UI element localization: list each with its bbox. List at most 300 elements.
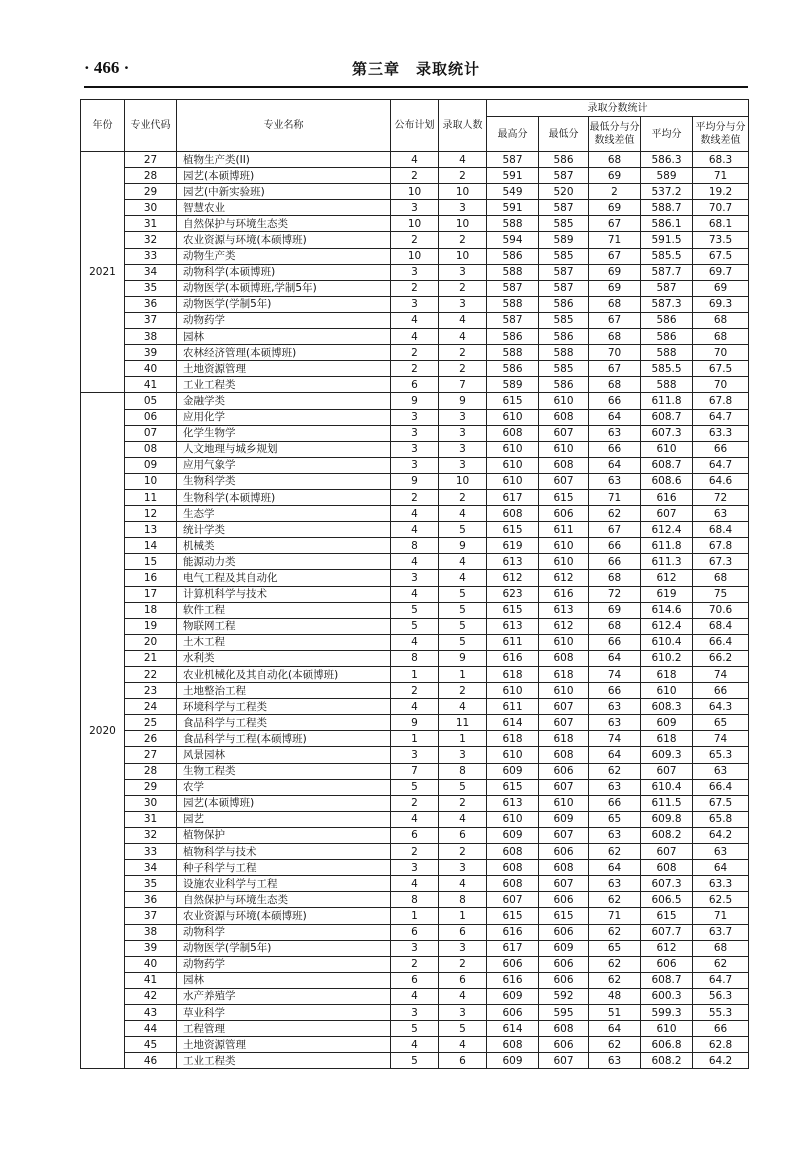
cell-code: 20	[125, 634, 177, 650]
cell-name: 水利类	[177, 650, 391, 666]
cell-avg-diff: 74	[693, 731, 749, 747]
cell-max: 608	[487, 876, 539, 892]
cell-admit: 8	[439, 763, 487, 779]
cell-min-diff: 71	[589, 908, 641, 924]
cell-avg: 587.3	[641, 296, 693, 312]
table-row	[81, 650, 749, 666]
cell-avg-diff: 75	[693, 586, 749, 602]
cell-plan: 5	[391, 779, 439, 795]
cell-avg: 609.3	[641, 747, 693, 763]
cell-avg: 588	[641, 377, 693, 393]
cell-plan: 4	[391, 634, 439, 650]
cell-max: 608	[487, 1037, 539, 1053]
cell-avg: 610	[641, 441, 693, 457]
cell-avg: 609.8	[641, 811, 693, 827]
cell-min-diff: 69	[589, 264, 641, 280]
cell-min: 608	[539, 409, 589, 425]
cell-avg-diff: 68.1	[693, 216, 749, 232]
cell-min: 609	[539, 940, 589, 956]
cell-min: 608	[539, 860, 589, 876]
cell-code: 26	[125, 731, 177, 747]
cell-name: 工业工程类	[177, 1053, 391, 1069]
table-row	[81, 280, 749, 296]
cell-plan: 3	[391, 425, 439, 441]
cell-name: 动物医学(学制5年)	[177, 940, 391, 956]
cell-name: 农业资源与环境(本硕博班)	[177, 232, 391, 248]
cell-min: 611	[539, 522, 589, 538]
table-row	[81, 506, 749, 522]
cell-avg: 600.3	[641, 988, 693, 1004]
cell-plan: 3	[391, 747, 439, 763]
cell-min-diff: 62	[589, 1037, 641, 1053]
cell-max: 615	[487, 779, 539, 795]
cell-avg: 611.8	[641, 393, 693, 409]
cell-avg-diff: 62.5	[693, 892, 749, 908]
cell-name: 园艺(本硕博班)	[177, 168, 391, 184]
cell-avg-diff: 64.2	[693, 1053, 749, 1069]
cell-avg: 608	[641, 860, 693, 876]
cell-name: 应用气象学	[177, 457, 391, 473]
cell-avg-diff: 64.7	[693, 409, 749, 425]
cell-code: 28	[125, 763, 177, 779]
cell-max: 623	[487, 586, 539, 602]
cell-admit: 2	[439, 683, 487, 699]
cell-min: 610	[539, 683, 589, 699]
cell-avg: 606.5	[641, 892, 693, 908]
cell-code: 43	[125, 1004, 177, 1020]
cell-code: 21	[125, 650, 177, 666]
table-row	[81, 489, 749, 505]
cell-min: 610	[539, 795, 589, 811]
cell-avg-diff: 64.7	[693, 457, 749, 473]
cell-min: 616	[539, 586, 589, 602]
cell-name: 电气工程及其自动化	[177, 570, 391, 586]
cell-min-diff: 64	[589, 409, 641, 425]
cell-plan: 2	[391, 345, 439, 361]
cell-avg: 588	[641, 345, 693, 361]
cell-avg: 537.2	[641, 184, 693, 200]
cell-plan: 3	[391, 441, 439, 457]
cell-plan: 5	[391, 602, 439, 618]
cell-code: 30	[125, 200, 177, 216]
cell-name: 智慧农业	[177, 200, 391, 216]
cell-plan: 4	[391, 554, 439, 570]
cell-code: 34	[125, 264, 177, 280]
cell-min-diff: 64	[589, 650, 641, 666]
cell-name: 园林	[177, 972, 391, 988]
cell-admit: 1	[439, 731, 487, 747]
cell-plan: 2	[391, 361, 439, 377]
table-row	[81, 602, 749, 618]
cell-avg: 607.3	[641, 876, 693, 892]
cell-min: 586	[539, 152, 589, 168]
cell-max: 615	[487, 602, 539, 618]
cell-name: 土木工程	[177, 634, 391, 650]
cell-plan: 6	[391, 827, 439, 843]
cell-name: 园艺	[177, 811, 391, 827]
cell-max: 610	[487, 441, 539, 457]
cell-max: 588	[487, 216, 539, 232]
cell-plan: 3	[391, 264, 439, 280]
cell-name: 动物医学(本硕博班,学制5年)	[177, 280, 391, 296]
cell-avg-diff: 69	[693, 280, 749, 296]
cell-min-diff: 68	[589, 296, 641, 312]
cell-min-diff: 66	[589, 634, 641, 650]
cell-min: 607	[539, 827, 589, 843]
cell-avg: 607.7	[641, 924, 693, 940]
table-row	[81, 827, 749, 843]
cell-min: 586	[539, 377, 589, 393]
cell-admit: 4	[439, 506, 487, 522]
cell-admit: 5	[439, 618, 487, 634]
cell-code: 31	[125, 216, 177, 232]
cell-plan: 1	[391, 731, 439, 747]
cell-avg-diff: 63	[693, 506, 749, 522]
cell-code: 45	[125, 1037, 177, 1053]
cell-min-diff: 63	[589, 425, 641, 441]
cell-min-diff: 66	[589, 393, 641, 409]
cell-plan: 10	[391, 184, 439, 200]
table-row	[81, 457, 749, 473]
cell-min-diff: 68	[589, 618, 641, 634]
cell-min: 589	[539, 232, 589, 248]
header-admitted: 录取人数	[439, 100, 487, 152]
cell-plan: 5	[391, 618, 439, 634]
cell-min-diff: 69	[589, 200, 641, 216]
cell-min-diff: 62	[589, 844, 641, 860]
cell-name: 生态学	[177, 506, 391, 522]
cell-avg-diff: 69.7	[693, 264, 749, 280]
cell-min: 608	[539, 747, 589, 763]
cell-max: 594	[487, 232, 539, 248]
cell-min: 592	[539, 988, 589, 1004]
cell-avg-diff: 66.2	[693, 650, 749, 666]
cell-name: 园艺(中新实验班)	[177, 184, 391, 200]
cell-plan: 9	[391, 393, 439, 409]
cell-admit: 2	[439, 844, 487, 860]
cell-min-diff: 63	[589, 1053, 641, 1069]
cell-name: 水产养殖学	[177, 988, 391, 1004]
cell-avg: 610	[641, 1021, 693, 1037]
cell-min: 608	[539, 1021, 589, 1037]
cell-min-diff: 63	[589, 779, 641, 795]
cell-min: 606	[539, 763, 589, 779]
cell-min: 610	[539, 538, 589, 554]
table-row	[81, 618, 749, 634]
cell-avg-diff: 68	[693, 570, 749, 586]
cell-admit: 3	[439, 425, 487, 441]
table-row	[81, 312, 749, 328]
cell-max: 614	[487, 715, 539, 731]
cell-avg-diff: 63	[693, 763, 749, 779]
cell-name: 金融学类	[177, 393, 391, 409]
cell-avg-diff: 67.5	[693, 795, 749, 811]
cell-avg: 606.8	[641, 1037, 693, 1053]
cell-min: 612	[539, 618, 589, 634]
cell-avg-diff: 71	[693, 168, 749, 184]
cell-min: 585	[539, 248, 589, 264]
cell-avg-diff: 68	[693, 940, 749, 956]
cell-max: 610	[487, 683, 539, 699]
table-row	[81, 554, 749, 570]
cell-name: 土地资源管理	[177, 361, 391, 377]
cell-avg-diff: 64.2	[693, 827, 749, 843]
header-rule	[84, 86, 748, 88]
cell-min: 612	[539, 570, 589, 586]
cell-avg-diff: 68.4	[693, 618, 749, 634]
cell-min-diff: 69	[589, 168, 641, 184]
cell-admit: 5	[439, 586, 487, 602]
table-row	[81, 1021, 749, 1037]
cell-avg: 608.2	[641, 827, 693, 843]
cell-code: 44	[125, 1021, 177, 1037]
cell-min-diff: 68	[589, 152, 641, 168]
cell-min: 607	[539, 699, 589, 715]
cell-min: 610	[539, 393, 589, 409]
cell-code: 09	[125, 457, 177, 473]
cell-name: 植物科学与技术	[177, 844, 391, 860]
cell-name: 动物生产类	[177, 248, 391, 264]
cell-avg: 586	[641, 329, 693, 345]
cell-max: 610	[487, 409, 539, 425]
cell-max: 606	[487, 956, 539, 972]
cell-min: 606	[539, 972, 589, 988]
cell-max: 616	[487, 924, 539, 940]
cell-name: 工程管理	[177, 1021, 391, 1037]
cell-code: 11	[125, 489, 177, 505]
cell-min-diff: 62	[589, 763, 641, 779]
cell-admit: 4	[439, 152, 487, 168]
cell-name: 自然保护与环境生态类	[177, 892, 391, 908]
cell-max: 549	[487, 184, 539, 200]
cell-min: 608	[539, 650, 589, 666]
cell-name: 动物科学	[177, 924, 391, 940]
cell-plan: 8	[391, 650, 439, 666]
cell-avg: 608.3	[641, 699, 693, 715]
cell-avg: 610.4	[641, 779, 693, 795]
cell-min-diff: 63	[589, 876, 641, 892]
cell-min: 585	[539, 361, 589, 377]
cell-code: 41	[125, 972, 177, 988]
cell-code: 24	[125, 699, 177, 715]
cell-code: 33	[125, 248, 177, 264]
cell-avg-diff: 68.4	[693, 522, 749, 538]
table-header	[81, 100, 749, 152]
cell-min: 607	[539, 473, 589, 489]
cell-avg-diff: 66	[693, 683, 749, 699]
cell-code: 39	[125, 345, 177, 361]
table-row	[81, 570, 749, 586]
cell-admit: 3	[439, 441, 487, 457]
cell-avg: 612.4	[641, 522, 693, 538]
cell-avg: 599.3	[641, 1004, 693, 1020]
cell-code: 14	[125, 538, 177, 554]
cell-admit: 4	[439, 570, 487, 586]
cell-plan: 5	[391, 1053, 439, 1069]
cell-admit: 5	[439, 634, 487, 650]
cell-max: 610	[487, 747, 539, 763]
cell-name: 统计学类	[177, 522, 391, 538]
cell-max: 615	[487, 522, 539, 538]
cell-avg-diff: 72	[693, 489, 749, 505]
cell-name: 自然保护与环境生态类	[177, 216, 391, 232]
cell-avg-diff: 62.8	[693, 1037, 749, 1053]
cell-plan: 2	[391, 168, 439, 184]
cell-max: 587	[487, 152, 539, 168]
cell-name: 园林	[177, 329, 391, 345]
cell-admit: 4	[439, 811, 487, 827]
cell-code: 25	[125, 715, 177, 731]
header-min-diff: 最低分与分数线差值	[589, 117, 641, 152]
cell-min: 615	[539, 489, 589, 505]
cell-max: 616	[487, 650, 539, 666]
cell-max: 589	[487, 377, 539, 393]
cell-min: 587	[539, 264, 589, 280]
cell-plan: 2	[391, 489, 439, 505]
cell-code: 42	[125, 988, 177, 1004]
cell-avg: 612	[641, 940, 693, 956]
cell-code: 07	[125, 425, 177, 441]
cell-name: 人文地理与城乡规划	[177, 441, 391, 457]
table-row	[81, 876, 749, 892]
cell-admit: 2	[439, 956, 487, 972]
cell-code: 29	[125, 779, 177, 795]
cell-plan: 9	[391, 473, 439, 489]
header-max-score: 最高分	[487, 117, 539, 152]
cell-max: 617	[487, 940, 539, 956]
cell-plan: 10	[391, 216, 439, 232]
cell-avg: 610	[641, 683, 693, 699]
cell-admit: 9	[439, 650, 487, 666]
cell-min-diff: 69	[589, 280, 641, 296]
cell-plan: 4	[391, 312, 439, 328]
cell-min: 588	[539, 345, 589, 361]
table-row	[81, 747, 749, 763]
cell-avg: 614.6	[641, 602, 693, 618]
cell-plan: 2	[391, 844, 439, 860]
cell-avg: 618	[641, 667, 693, 683]
cell-code: 15	[125, 554, 177, 570]
table-row	[81, 425, 749, 441]
cell-name: 食品科学与工程(本硕博班)	[177, 731, 391, 747]
cell-avg: 612	[641, 570, 693, 586]
header-major-name: 专业名称	[177, 100, 391, 152]
cell-avg: 611.5	[641, 795, 693, 811]
cell-max: 616	[487, 972, 539, 988]
cell-admit: 2	[439, 795, 487, 811]
cell-max: 613	[487, 554, 539, 570]
cell-max: 609	[487, 988, 539, 1004]
cell-name: 植物保护	[177, 827, 391, 843]
cell-admit: 9	[439, 538, 487, 554]
cell-max: 586	[487, 248, 539, 264]
table-row	[81, 184, 749, 200]
cell-code: 12	[125, 506, 177, 522]
cell-min: 586	[539, 329, 589, 345]
cell-code: 40	[125, 361, 177, 377]
cell-name: 风景园林	[177, 747, 391, 763]
cell-plan: 4	[391, 1037, 439, 1053]
cell-code: 32	[125, 232, 177, 248]
cell-admit: 5	[439, 779, 487, 795]
table-row	[81, 248, 749, 264]
cell-plan: 2	[391, 795, 439, 811]
header-min-score: 最低分	[539, 117, 589, 152]
cell-code: 37	[125, 312, 177, 328]
cell-code: 23	[125, 683, 177, 699]
cell-max: 608	[487, 506, 539, 522]
cell-plan: 6	[391, 972, 439, 988]
table-row	[81, 779, 749, 795]
cell-min-diff: 65	[589, 811, 641, 827]
cell-name: 草业科学	[177, 1004, 391, 1020]
cell-min-diff: 63	[589, 827, 641, 843]
cell-min: 587	[539, 200, 589, 216]
cell-avg-diff: 74	[693, 667, 749, 683]
cell-min-diff: 64	[589, 457, 641, 473]
cell-avg: 587	[641, 280, 693, 296]
header-code: 专业代码	[125, 100, 177, 152]
cell-plan: 10	[391, 248, 439, 264]
cell-admit: 6	[439, 827, 487, 843]
table-row	[81, 586, 749, 602]
cell-admit: 3	[439, 940, 487, 956]
table-row	[81, 715, 749, 731]
table-row	[81, 538, 749, 554]
cell-code: 28	[125, 168, 177, 184]
cell-avg: 607	[641, 763, 693, 779]
cell-min-diff: 74	[589, 731, 641, 747]
table-body	[81, 152, 749, 1069]
cell-plan: 8	[391, 892, 439, 908]
cell-max: 608	[487, 425, 539, 441]
cell-max: 615	[487, 393, 539, 409]
cell-max: 609	[487, 827, 539, 843]
cell-name: 计算机科学与技术	[177, 586, 391, 602]
cell-min-diff: 62	[589, 892, 641, 908]
table-row	[81, 393, 749, 409]
cell-avg: 587.7	[641, 264, 693, 280]
cell-code: 36	[125, 296, 177, 312]
cell-name: 土地整治工程	[177, 683, 391, 699]
cell-min: 615	[539, 908, 589, 924]
cell-admit: 8	[439, 892, 487, 908]
cell-max: 610	[487, 457, 539, 473]
cell-name: 农业资源与环境(本硕博班)	[177, 908, 391, 924]
table-row	[81, 152, 749, 168]
cell-avg: 606	[641, 956, 693, 972]
cell-name: 种子科学与工程	[177, 860, 391, 876]
cell-min: 595	[539, 1004, 589, 1020]
cell-avg-diff: 70.6	[693, 602, 749, 618]
table-row	[81, 699, 749, 715]
table-row	[81, 345, 749, 361]
cell-min: 606	[539, 1037, 589, 1053]
cell-admit: 10	[439, 184, 487, 200]
cell-plan: 4	[391, 699, 439, 715]
cell-plan: 1	[391, 908, 439, 924]
cell-admit: 10	[439, 216, 487, 232]
cell-avg-diff: 63.3	[693, 876, 749, 892]
cell-avg-diff: 67.5	[693, 248, 749, 264]
cell-min-diff: 74	[589, 667, 641, 683]
cell-avg-diff: 70	[693, 377, 749, 393]
cell-max: 618	[487, 731, 539, 747]
chapter-title: 第三章 录取统计	[351, 60, 480, 78]
table-row	[81, 731, 749, 747]
cell-max: 613	[487, 795, 539, 811]
table-row	[81, 441, 749, 457]
